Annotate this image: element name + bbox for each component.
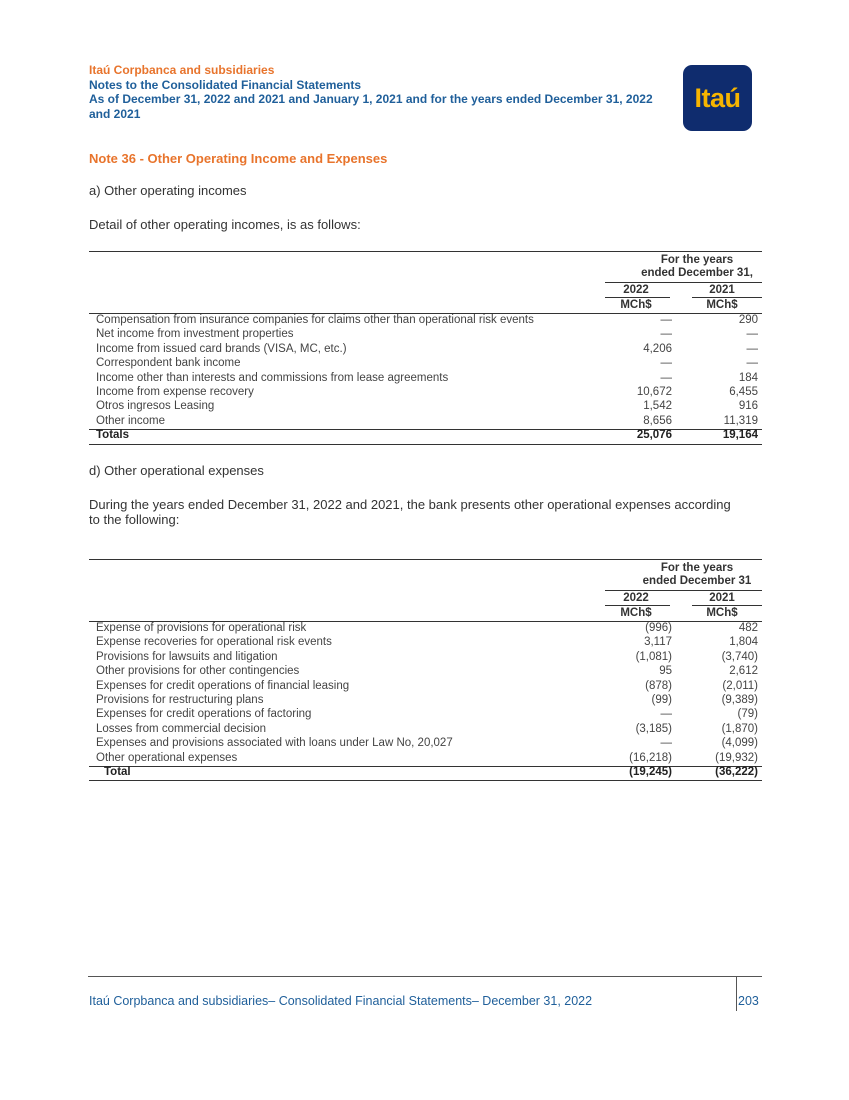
year-2021: 2021 bbox=[709, 592, 735, 604]
table-row bbox=[89, 314, 762, 328]
value-2022: 95 bbox=[659, 665, 672, 678]
value-2021: — bbox=[746, 357, 758, 370]
footer-rule bbox=[88, 976, 762, 977]
value-2021: — bbox=[746, 342, 758, 355]
total-row bbox=[89, 429, 762, 443]
value-2022: 3,117 bbox=[644, 636, 672, 649]
table-row bbox=[89, 723, 762, 737]
unit-2022: MCh$ bbox=[620, 607, 652, 619]
section-d-heading: d) Other operational expenses bbox=[89, 463, 264, 478]
row-label: Net income from investment properties bbox=[96, 328, 294, 341]
header-rule bbox=[605, 590, 762, 591]
total-label: Totals bbox=[96, 429, 130, 442]
value-2021: (19,932) bbox=[715, 751, 758, 764]
header-line-1: For the years bbox=[660, 562, 734, 574]
value-2022: (878) bbox=[645, 679, 672, 692]
table-row bbox=[89, 665, 762, 679]
table-row bbox=[89, 651, 762, 665]
row-label: Provisions for lawsuits and litigation bbox=[96, 650, 278, 663]
footer-text: Itaú Corpbanca and subsidiaries– Consolidated Financial Statements– December 31, 2022 bbox=[89, 994, 593, 1008]
page-number: 203 bbox=[738, 994, 759, 1008]
value-2022: 1,542 bbox=[643, 400, 672, 413]
footer-divider bbox=[736, 976, 737, 1011]
table-row bbox=[89, 328, 762, 342]
table-header-period bbox=[617, 562, 777, 588]
table-bottom-rule bbox=[89, 444, 762, 445]
row-label: Other provisions for other contingencies bbox=[96, 665, 300, 678]
value-2022: (996) bbox=[645, 622, 672, 634]
total-row bbox=[89, 766, 762, 780]
itau-logo bbox=[683, 65, 752, 131]
row-label: Income from expense recovery bbox=[96, 386, 254, 398]
row-label: Compensation from insurance companies for claims other than operational risk events bbox=[96, 314, 534, 326]
document-header bbox=[89, 63, 689, 121]
period-line-1: As of December 31, 2022 and 2021 and January 1, 2021 and for the years ended December 31, 2022 bbox=[89, 92, 653, 106]
section-a-heading: a) Other operating incomes bbox=[89, 183, 247, 198]
year-2021: 2021 bbox=[709, 284, 735, 296]
company-name: Itaú Corpbanca and subsidiaries bbox=[89, 63, 275, 77]
header-line-1: For the years bbox=[660, 254, 734, 266]
value-2021: 2,612 bbox=[729, 665, 758, 678]
header-rule bbox=[605, 282, 762, 283]
value-2021: 290 bbox=[738, 314, 758, 326]
row-label: Income from issued card brands (VISA, MC, etc.) bbox=[96, 342, 347, 355]
value-2021: (3,740) bbox=[721, 650, 758, 663]
year-2022: 2022 bbox=[623, 592, 649, 604]
table-row bbox=[89, 357, 762, 371]
value-2021: (79) bbox=[737, 708, 758, 721]
row-label: Income other than interests and commissions from lease agreements bbox=[96, 371, 449, 384]
table-header-period bbox=[617, 254, 777, 280]
year-rule-2022 bbox=[605, 605, 670, 606]
section-d-intro-2: to the following: bbox=[89, 512, 180, 527]
row-label: Expense recoveries for operational risk events bbox=[96, 636, 332, 649]
table-bottom-rule bbox=[89, 780, 762, 781]
table-row bbox=[89, 737, 762, 751]
table-top-rule bbox=[89, 559, 762, 560]
row-label: Provisions for restructuring plans bbox=[96, 694, 264, 706]
value-2022: (3,185) bbox=[635, 722, 672, 735]
document-title: Notes to the Consolidated Financial Statements bbox=[89, 77, 362, 92]
value-2022: (16,218) bbox=[629, 751, 672, 764]
value-2022: — bbox=[660, 371, 672, 384]
total-label: Total bbox=[104, 766, 131, 778]
year-2022: 2022 bbox=[623, 284, 649, 296]
year-rule-2021 bbox=[692, 297, 762, 298]
value-2021: 1,804 bbox=[729, 636, 758, 649]
value-2021: (9,389) bbox=[721, 694, 758, 706]
table-row bbox=[89, 343, 762, 357]
table-row bbox=[89, 694, 762, 708]
value-2021: 916 bbox=[738, 400, 758, 413]
value-2021: (2,011) bbox=[722, 679, 758, 692]
total-2022: (19,245) bbox=[629, 766, 672, 778]
table-row bbox=[89, 752, 762, 766]
table-row bbox=[89, 636, 762, 650]
unit-2022: MCh$ bbox=[620, 299, 652, 311]
row-label: Other operational expenses bbox=[96, 751, 238, 764]
header-line-2: ended December 31, bbox=[641, 267, 753, 279]
table-top-rule bbox=[89, 251, 762, 252]
table-row bbox=[89, 415, 762, 429]
note-title: Note 36 - Other Operating Income and Expenses bbox=[89, 151, 388, 166]
section-a-intro: Detail of other operating incomes, is as follows: bbox=[89, 217, 361, 232]
value-2021: 184 bbox=[738, 371, 758, 384]
header-line-2: ended December 31 bbox=[642, 575, 752, 587]
total-2021: (36,222) bbox=[715, 766, 758, 778]
value-2022: 10,672 bbox=[636, 386, 672, 398]
row-label: Expenses for credit operations of financial leasing bbox=[96, 679, 350, 692]
row-label: Expenses for credit operations of factoring bbox=[96, 708, 312, 721]
value-2021: (1,870) bbox=[721, 722, 758, 735]
value-2021: — bbox=[746, 328, 758, 341]
unit-2021: MCh$ bbox=[706, 607, 738, 619]
table-row bbox=[89, 386, 762, 400]
row-label: Correspondent bank income bbox=[96, 357, 241, 370]
table-row bbox=[89, 708, 762, 722]
row-label: Expenses and provisions associated with loans under Law No, 20,027 bbox=[96, 737, 453, 750]
value-2022: 4,206 bbox=[643, 342, 672, 355]
value-2022: 8,656 bbox=[643, 414, 672, 427]
row-label: Other income bbox=[96, 414, 166, 427]
year-rule-2022 bbox=[605, 297, 670, 298]
value-2022: (1,081) bbox=[635, 650, 672, 663]
total-2021: 19,164 bbox=[722, 429, 758, 442]
value-2022: — bbox=[660, 708, 672, 721]
table-row bbox=[89, 372, 762, 386]
row-label: Otros ingresos Leasing bbox=[96, 400, 215, 413]
value-2021: (4,099) bbox=[721, 737, 758, 750]
value-2022: — bbox=[660, 737, 672, 750]
row-label: Expense of provisions for operational risk bbox=[96, 622, 307, 634]
unit-2021: MCh$ bbox=[706, 299, 738, 311]
logo-text: Itaú bbox=[694, 83, 741, 113]
value-2021: 482 bbox=[738, 622, 758, 634]
table-row bbox=[89, 680, 762, 694]
table-row bbox=[89, 622, 762, 636]
year-rule-2021 bbox=[692, 605, 762, 606]
period-line-2: and 2021 bbox=[89, 106, 141, 121]
total-2022: 25,076 bbox=[636, 429, 672, 442]
value-2022: — bbox=[660, 328, 672, 341]
row-label: Losses from commercial decision bbox=[96, 722, 267, 735]
table-row bbox=[89, 400, 762, 414]
value-2021: 6,455 bbox=[729, 386, 758, 398]
value-2022: (99) bbox=[651, 694, 672, 706]
value-2022: — bbox=[660, 314, 672, 326]
value-2021: 11,319 bbox=[723, 414, 758, 427]
value-2022: — bbox=[660, 357, 672, 370]
section-d-intro-1: During the years ended December 31, 2022 and 2021, the bank presents other operational expenses according bbox=[89, 497, 731, 512]
